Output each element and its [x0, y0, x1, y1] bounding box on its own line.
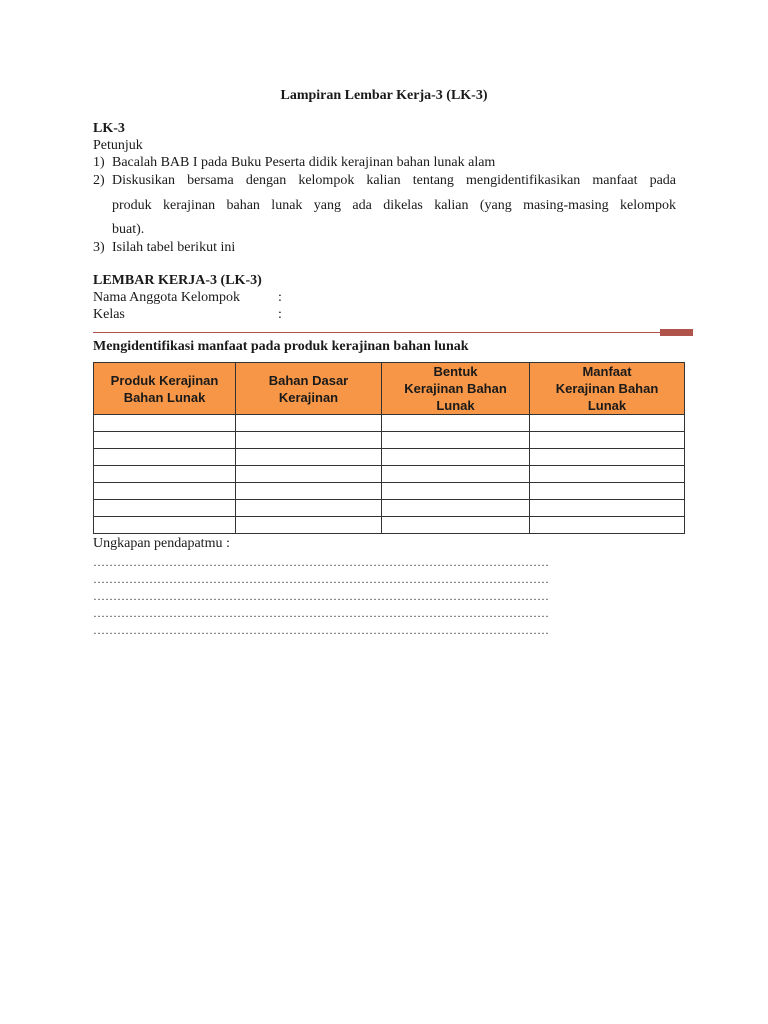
table-row [94, 500, 685, 517]
field-label-group-members: Nama Anggota Kelompok [93, 290, 240, 305]
instruction-text-2-line1: Diskusikan bersama dengan kelompok kalian tentang mengidentifikasikan manfaat pada [112, 173, 676, 188]
header-form: Bentuk Kerajinan Bahan Lunak [382, 363, 530, 415]
header-benefit: Manfaat Kerajinan Bahan Lunak [530, 363, 685, 415]
instruction-text-1: Bacalah BAB I pada Buku Peserta didik kerajinan bahan lunak alam [112, 155, 496, 170]
table-cell[interactable] [382, 483, 530, 500]
worksheet-table [93, 362, 685, 534]
table-cell[interactable] [236, 415, 382, 432]
table-header-row [94, 363, 685, 415]
table-row [94, 432, 685, 449]
instruction-number-1: 1) [93, 155, 105, 170]
divider-line [93, 332, 693, 333]
table-cell[interactable] [382, 432, 530, 449]
table-cell[interactable] [94, 466, 236, 483]
table-cell[interactable] [530, 415, 685, 432]
instructions-heading: Petunjuk [93, 138, 143, 153]
table-cell[interactable] [382, 449, 530, 466]
instruction-number-3: 3) [93, 240, 105, 255]
field-separator-group-members: : [278, 290, 282, 305]
table-cell[interactable] [236, 517, 382, 534]
instruction-number-2: 2) [93, 173, 105, 188]
opinion-line-1[interactable]: …………………………………………………………………………………………………… [93, 555, 549, 569]
opinion-line-2[interactable]: …………………………………………………………………………………………………… [93, 572, 549, 586]
table-title: Mengidentifikasi manfaat pada produk kerajinan bahan lunak [93, 339, 469, 354]
header-product: Produk Kerajinan Bahan Lunak [94, 363, 236, 415]
table-cell[interactable] [382, 517, 530, 534]
table-cell[interactable] [94, 517, 236, 534]
instruction-text-2-line3: buat). [112, 222, 145, 237]
opinion-line-3[interactable]: …………………………………………………………………………………………………… [93, 589, 549, 603]
opinion-line-5[interactable]: …………………………………………………………………………………………………… [93, 623, 549, 637]
table-row [94, 466, 685, 483]
worksheet-heading: LEMBAR KERJA-3 (LK-3) [93, 273, 262, 288]
page-title: Lampiran Lembar Kerja-3 (LK-3) [280, 88, 488, 103]
table-cell[interactable] [530, 500, 685, 517]
table-cell[interactable] [530, 449, 685, 466]
table-cell[interactable] [94, 432, 236, 449]
table-cell[interactable] [530, 466, 685, 483]
table-row [94, 415, 685, 432]
table-cell[interactable] [236, 466, 382, 483]
table-cell[interactable] [530, 483, 685, 500]
opinion-line-4[interactable]: …………………………………………………………………………………………………… [93, 606, 549, 620]
table-cell[interactable] [236, 500, 382, 517]
table-cell[interactable] [382, 466, 530, 483]
section-label: LK-3 [93, 121, 125, 136]
table-cell[interactable] [530, 432, 685, 449]
field-label-class: Kelas [93, 307, 125, 322]
table-cell[interactable] [236, 432, 382, 449]
table-cell[interactable] [382, 500, 530, 517]
table-row [94, 517, 685, 534]
instruction-text-2-line2: produk kerajinan bahan lunak yang ada dikelas kalian (yang masing-masing kelompok [112, 198, 676, 213]
table-cell[interactable] [382, 415, 530, 432]
instruction-text-3: Isilah tabel berikut ini [112, 240, 236, 255]
table-cell[interactable] [94, 500, 236, 517]
field-separator-class: : [278, 307, 282, 322]
table-cell[interactable] [94, 415, 236, 432]
opinion-label: Ungkapan pendapatmu : [93, 536, 230, 551]
table-cell[interactable] [94, 449, 236, 466]
table-row [94, 449, 685, 466]
table-row [94, 483, 685, 500]
header-base-material: Bahan Dasar Kerajinan [236, 363, 382, 415]
table-cell[interactable] [530, 517, 685, 534]
table-cell[interactable] [94, 483, 236, 500]
table-cell[interactable] [236, 449, 382, 466]
divider-accent-bar [660, 329, 693, 336]
table-cell[interactable] [236, 483, 382, 500]
